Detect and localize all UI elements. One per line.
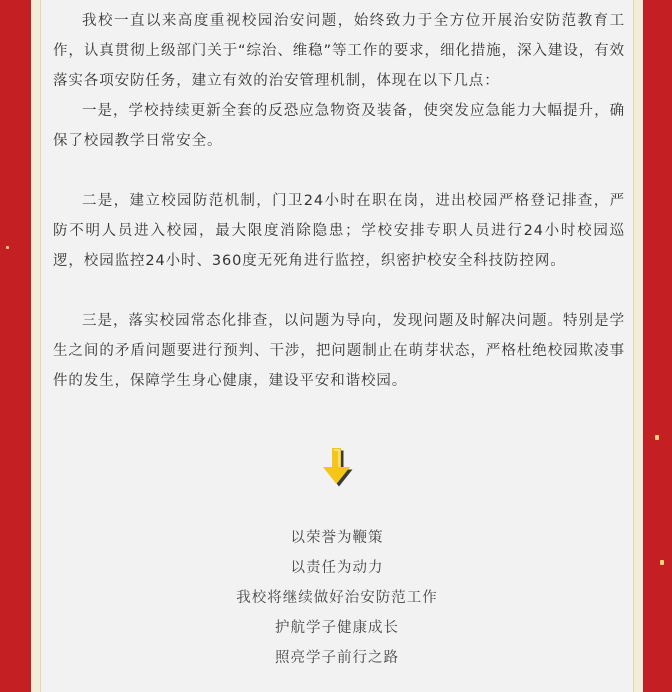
sparkle-decoration (6, 246, 9, 249)
article-paragraph-intro: 我校一直以来高度重视校园治安问题，始终致力于全方位开展治安防范教育工作，认真贯彻上级部门关于“综治、维稳”等工作的要求，细化措施，深入建设，有效落实各项安防任务，建立有效的治安管理机制，体现在以下几点： (53, 13, 625, 89)
article-body (53, 6, 625, 396)
article-paragraph-point-one: 一是，学校持续更新全套的反恐应急物资及装备，使突发应急能力大幅提升，确保了校园教学日常安全。 (53, 103, 625, 149)
sparkle-decoration (660, 560, 664, 565)
article-panel (40, 0, 634, 692)
slogan-line: 护航学子健康成长 (275, 620, 399, 636)
slogan-line: 以责任为动力 (290, 560, 384, 576)
article-paragraph-point-three: 三是，落实校园常态化排查，以问题为导向，发现问题及时解决问题。特别是学生之间的矛盾问题要进行预判、干涉，把问题制止在萌芽状态，严格杜绝校园欺凌事件的发生，保障学生身心健康，建设平安和谐校园。 (53, 313, 625, 389)
slogan-list (41, 523, 633, 673)
sparkle-decoration (655, 435, 659, 440)
slogan-line: 以荣誉为鞭策 (290, 530, 384, 546)
slogan-line: 照亮学子前行之路 (275, 650, 399, 666)
slogan-line: 我校将继续做好治安防范工作 (236, 590, 438, 606)
arrow-down-icon (319, 447, 355, 487)
article-paragraph-point-two: 二是，建立校园防范机制，门卫24小时在职在岗，进出校园严格登记排查，严防不明人员进入校园，最大限度消除隐患；学校安排专职人员进行24小时校园巡逻，校园监控24小时、360度无死角进行监控，织密护校安全科技防控网。 (53, 193, 625, 269)
